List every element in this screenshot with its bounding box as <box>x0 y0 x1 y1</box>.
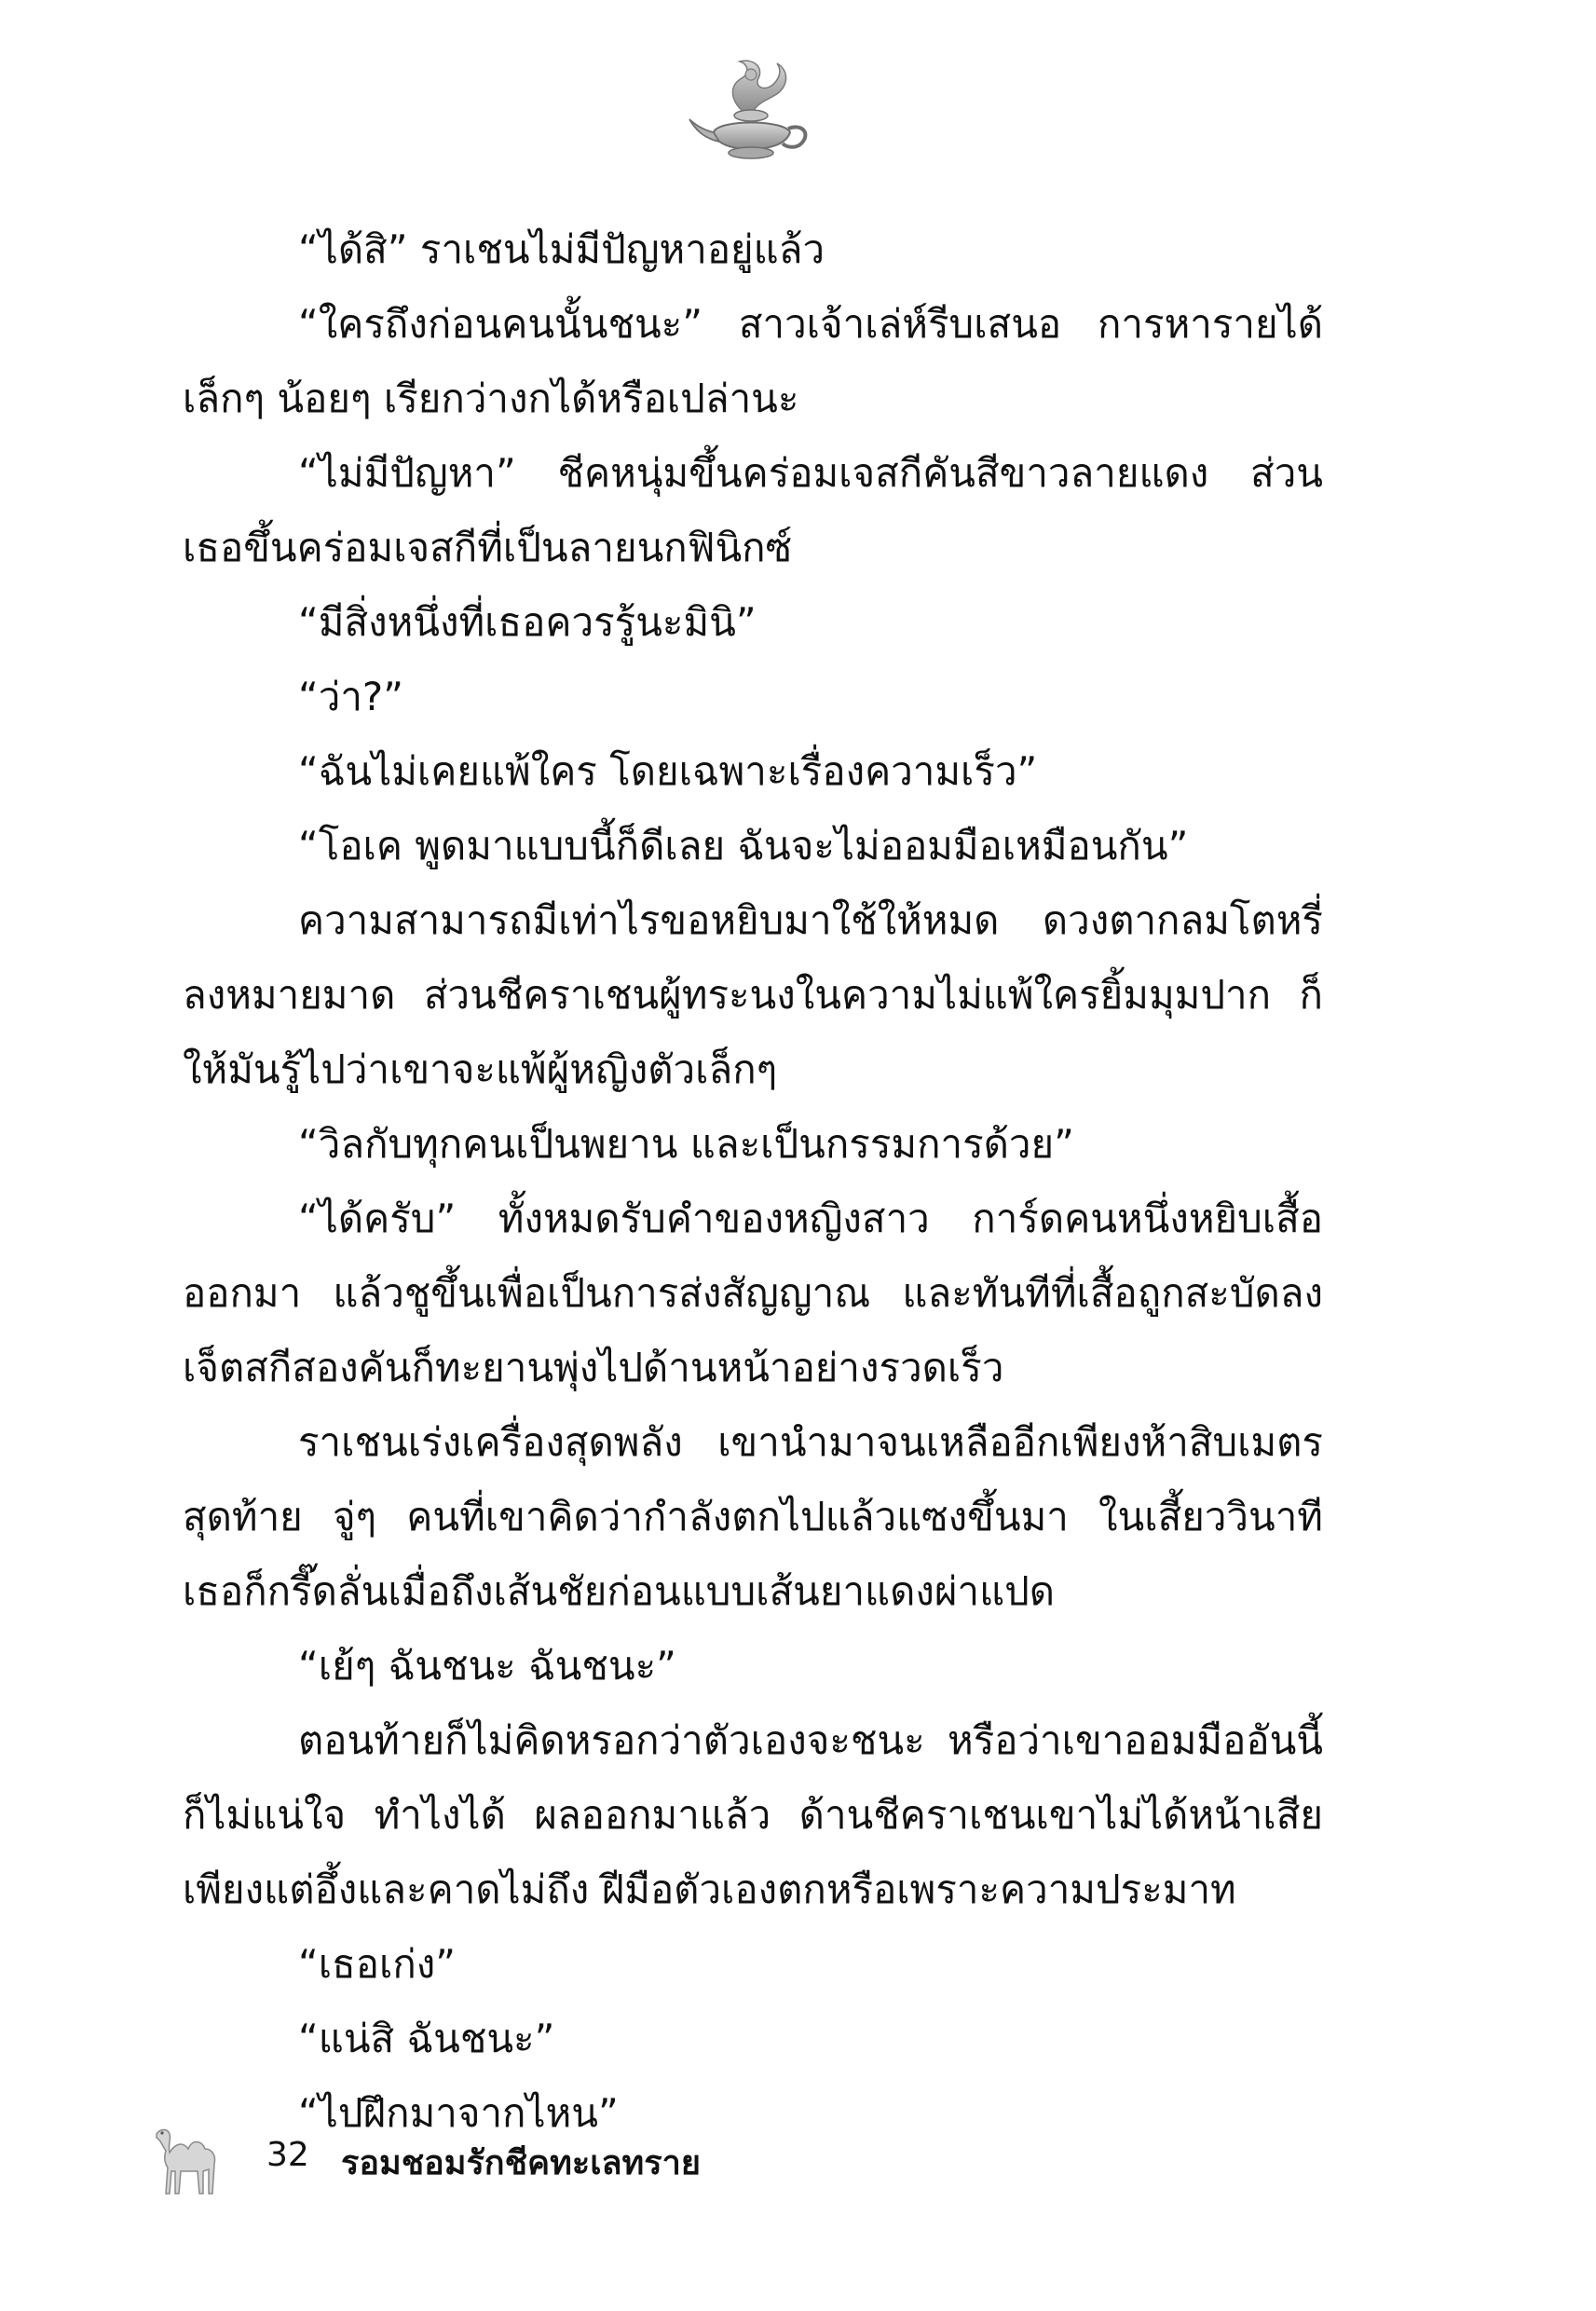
paragraph: “ไม่มีปัญหา” ชีคหนุ่มขึ้นคร่อมเจสกีคันสีขาวลายแดง ส่วนเธอขึ้นคร่อมเจสกีที่เป็นลายนกฟินิกซ์ <box>183 450 1323 570</box>
paragraph: “เย้ๆ ฉันชนะ ฉันชนะ” <box>298 1643 676 1689</box>
paragraph: “ไปฝึกมาจากไหน” <box>298 2090 619 2136</box>
book-title: รอมชอมรักชีคทะเลทราย <box>341 2144 701 2182</box>
paragraph: “มีสิ่งหนึ่งที่เธอควรรู้นะมินิ” <box>298 599 757 645</box>
paragraph: “ใครถึงก่อนคนนั้นชนะ” สาวเจ้าเล่ห์รีบเสนอ การหารายได้เล็กๆ น้อยๆ เรียกว่างกได้หรือเปล่านะ <box>183 301 1323 421</box>
page-footer <box>149 2115 801 2199</box>
paragraph: “ได้ครับ” ทั้งหมดรับคำของหญิงสาว การ์ดคนหนึ่งหยิบเสื้อออกมา แล้วชูขึ้นเพื่อเป็นการส่งสัญญาณ และทันทีที่เสื้อถูกสะบัดลงเจ็ตสกีสองคันก็ทะยานพุ่งไปด้านหน้าอย่างรวดเร็ว <box>183 1196 1323 1390</box>
paragraph: ความสามารถมีเท่าไรขอหยิบมาใช้ให้หมด ดวงตากลมโตหรี่ลงหมายมาด ส่วนชีคราเชนผู้ทระนงในความไม่แพ้ใครยิ้มมุมปาก ก็ให้มันรู้ไปว่าเขาจะแพ้ผู้หญิงตัวเล็กๆ <box>183 897 1323 1092</box>
paragraph: ตอนท้ายก็ไม่คิดหรอกว่าตัวเองจะชนะ หรือว่าเขาออมมืออันนี้ก็ไม่แน่ใจ ทำไงได้ ผลออกมาแล้ว ด้านชีคราเชนเขาไม่ได้หน้าเสียเพียงแต่อึ้งและคาดไม่ถึง ฝีมือตัวเองตกหรือเพราะความประมาท <box>183 1717 1323 1912</box>
paragraph: “วิลกับทุกคนเป็นพยาน และเป็นกรรมการด้วย” <box>298 1121 1074 1167</box>
paragraph: “ได้สิ” ราเชนไม่มีปัญหาอยู่แล้ว <box>298 226 825 272</box>
body-text <box>183 212 1323 2151</box>
paragraph: “แน่สิ ฉันชนะ” <box>298 2016 555 2061</box>
paragraph: “ว่า?” <box>298 674 403 719</box>
paragraph: ราเชนเร่งเครื่องสุดพลัง เขานำมาจนเหลืออีกเพียงห้าสิบเมตรสุดท้าย จู่ๆ คนที่เขาคิดว่ากำลังตกไปแล้วแซงขึ้นมา ในเสี้ยววินาทีเธอก็กรี๊ดลั่นเมื่อถึงเส้นชัยก่อนแบบเส้นยาแดงผ่าแปด <box>183 1419 1323 1614</box>
camel-icon <box>149 2115 233 2199</box>
paragraph: “โอเค พูดมาแบบนี้ก็ดีเลย ฉันจะไม่ออมมือเหมือนกัน” <box>298 823 1189 868</box>
genie-lamp-icon <box>686 54 816 166</box>
page-number: 32 <box>266 2136 309 2174</box>
paragraph: “ฉันไม่เคยแพ้ใคร โดยเฉพาะเรื่องความเร็ว” <box>298 748 1038 794</box>
paragraph: “เธอเก่ง” <box>298 1941 457 1987</box>
